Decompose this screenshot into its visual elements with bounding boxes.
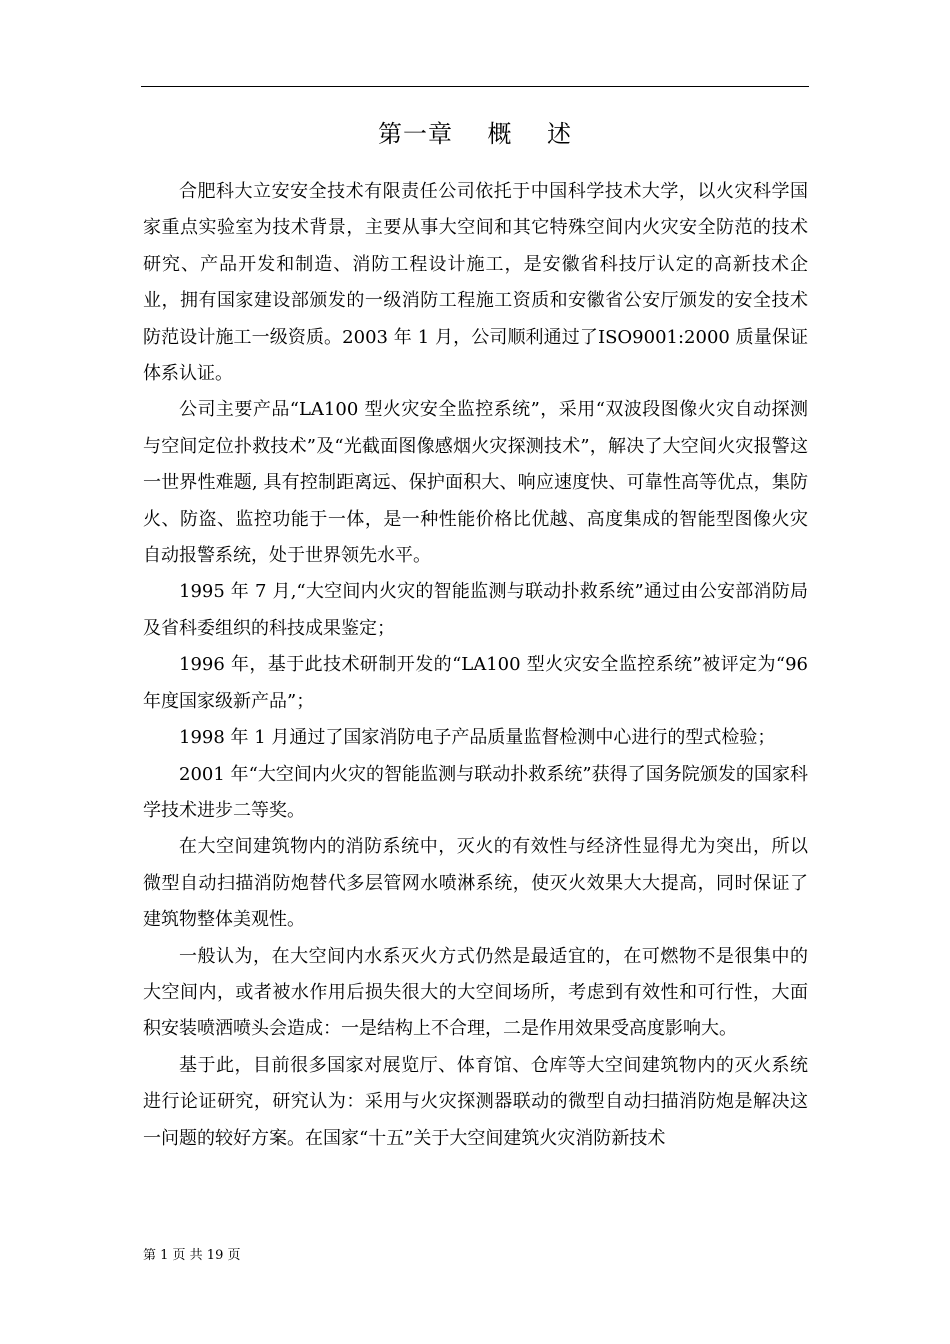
paragraph-company-intro: 合肥科大立安安全技术有限责任公司依托于中国科学技术大学，以火灾科学国家重点实验室为技术背景，主要从事大空间和其它特殊空间内火灾安全防范的技术研究、产品开发和制造、消防工程设计施工，是安徽省科技厅认定的高新技术企业，拥有国家建设部颁发的一级消防工程施工资质和安徽省公安厅颁发的安全技术防范设计施工一级资质。2003 年 1 月，公司顺利通过了ISO9001:2000 质量保证体系认证。 [143, 181, 808, 385]
paragraph-water-system: 一般认为，在大空间内水系灭火方式仍然是最适宜的，在可燃物不是很集中的大空间内，或者被水作用后损失很大的大空间场所，考虑到有效性和可行性，大面积安装喷洒喷头会造成：一是结构上不合理，二是作用效果受高度影响大。 [143, 945, 808, 1040]
paragraph-fire-cannon: 在大空间建筑物内的消防系统中，灭火的有效性与经济性显得尤为突出，所以微型自动扫描消防炮替代多层管网水喷淋系统，使灭火效果大大提高，同时保证了建筑物整体美观性。 [143, 836, 808, 931]
paragraph-main-product: 公司主要产品“LA100 型火灾安全监控系统”，采用“双波段图像火灾自动探测与空间定位扑救技术”及“光截面图像感烟火灾探测技术”，解决了大空间火灾报警这一世界性难题, 具有控制距离远、保护面积大、响应速度快、可靠性高等优点，集防火、防盗、监控功能于一体，是一种性能价格比优越、高度集成的智能型图像火灾自动报警系统，处于世界领先水平。 [143, 399, 808, 567]
paragraph-1995-appraisal: 1995 年 7 月,“大空间内火灾的智能监测与联动扑救系统”通过由公安部消防局及省科委组织的科技成果鉴定； [143, 581, 808, 639]
body-text [143, 174, 808, 1157]
paragraph-1996-new-product: 1996 年，基于此技术研制开发的“LA100 型火灾安全监控系统”被评定为“96 年度国家级新产品”； [143, 654, 808, 712]
header-rule [141, 86, 809, 87]
paragraph-research-conclusion: 基于此，目前很多国家对展览厅、体育馆、仓库等大空间建筑物内的灭火系统进行论证研究，研究认为：采用与火灾探测器联动的微型自动扫描消防炮是解决这一问题的较好方案。在国家“十五”关于大空间建筑火灾消防新技术 [143, 1054, 808, 1149]
paragraph-2001-award: 2001 年“大空间内火灾的智能监测与联动扑救系统”获得了国务院颁发的国家科学技术进步二等奖。 [143, 763, 808, 821]
page-number: 第 1 页 共 19 页 [143, 1248, 241, 1263]
paragraph-1998-inspection: 1998 年 1 月通过了国家消防电子产品质量监督检测中心进行的型式检验； [179, 727, 776, 749]
chapter-title: 第一章 概 述 [377, 120, 573, 148]
